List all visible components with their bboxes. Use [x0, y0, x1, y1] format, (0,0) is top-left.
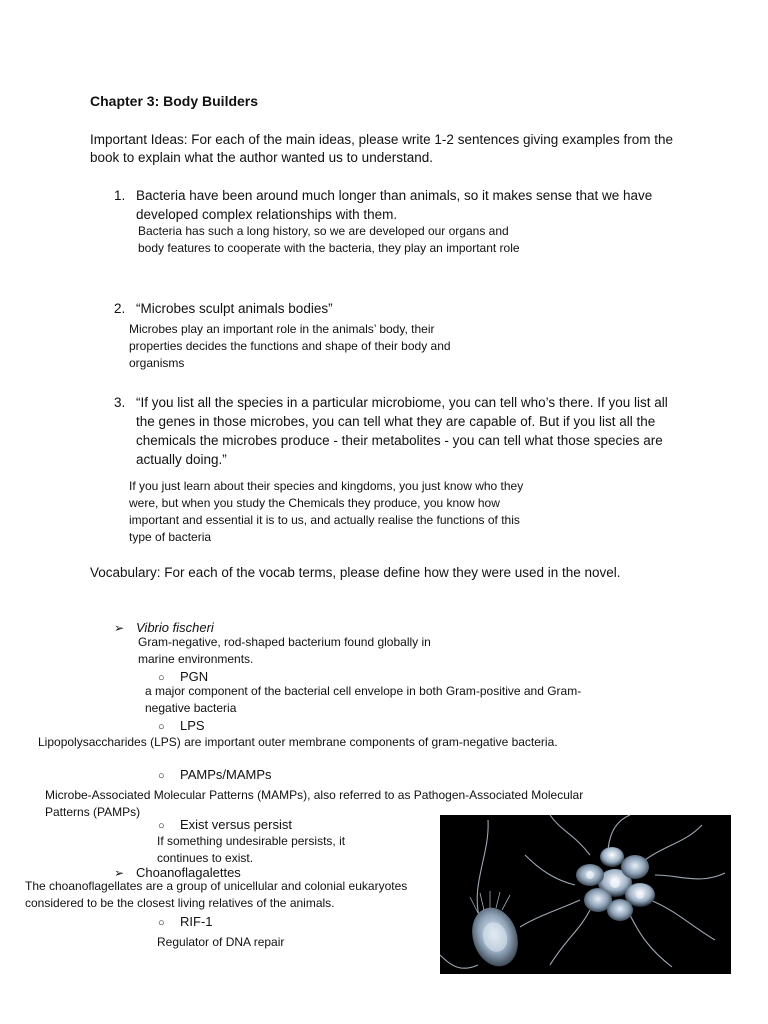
vocab-term-label: RIF-1: [180, 914, 213, 929]
vocab-term: [158, 718, 205, 735]
circle-bullet-icon: ○: [158, 770, 165, 782]
vocab-definition: Lipopolysaccharides (LPS) are important outer membrane components of gram-negative bacteria.: [38, 735, 558, 749]
vocab-term-label: LPS: [180, 718, 205, 733]
page-title: Chapter 3: Body Builders: [90, 93, 259, 109]
vocab-term: [158, 817, 292, 834]
idea-item: [114, 393, 684, 469]
vocab-term: [158, 767, 272, 784]
vocab-definition: The choanoflagellates are a group of unicellular and colonial eukaryotes considered to be the closest living relatives of the animals.: [25, 879, 408, 910]
vocab-definition: Regulator of DNA repair: [157, 935, 285, 949]
vocab-term-label: Vibrio fischeri: [136, 620, 214, 635]
vocab-term-label: PAMPs/MAMPs: [180, 767, 272, 782]
circle-bullet-icon: ○: [158, 820, 165, 832]
idea-text: Bacteria have been around much longer than animals, so it makes sense that we have developed complex relationships with them.: [136, 188, 653, 222]
idea-answer: Bacteria has such a long history, so we are developed our organs and body features to cooperate with the bacteria, they play an important role: [138, 224, 520, 255]
idea-item: [114, 299, 674, 318]
vocab-term-label: PGN: [180, 669, 209, 684]
vocab-definition: Gram-negative, rod-shaped bacterium found globally in marine environments.: [138, 635, 431, 666]
idea-number: 1.: [114, 188, 126, 203]
vocab-definition: Microbe-Associated Molecular Patterns (MAMPs), also referred to as Pathogen-Associated Molecular Patterns (PAMPs): [45, 788, 584, 819]
idea-text: “If you list all the species in a particular microbiome, you can tell who’s there. If you list all the genes in those microbes, you can tell what they are capable of. But if you list all the chemicals the microbes produce - their metabolites - you can tell what those species are actually doing.”: [136, 395, 668, 467]
arrow-bullet-icon: ➢: [114, 866, 125, 880]
vocabulary-prompt: Vocabulary: For each of the vocab terms, please define how they were used in the novel.: [90, 565, 621, 580]
important-ideas-prompt: Important Ideas: For each of the main ideas, please write 1-2 sentences giving examples from the book to explain what the author wanted us to understand.: [90, 132, 674, 165]
idea-answer: If you just learn about their species and kingdoms, you just know who they were, but when you study the Chemicals they produce, you know how important and essential it is to us, and actually realise the functions of this type of bacteria: [129, 479, 524, 544]
vocab-definition: a major component of the bacterial cell envelope in both Gram-positive and Gram-negative bacteria: [145, 684, 582, 715]
idea-item: [114, 186, 674, 224]
vocab-term-label: Exist versus persist: [180, 817, 292, 832]
idea-text: “Microbes sculpt animals bodies”: [136, 301, 333, 316]
choanoflagellate-photo: [440, 815, 731, 974]
idea-number: 3.: [114, 395, 126, 410]
vocab-term-label: Choanoflagalettes: [136, 865, 241, 880]
vocab-definition: If something undesirable persists, it continues to exist.: [157, 834, 346, 865]
arrow-bullet-icon: ➢: [114, 621, 125, 635]
idea-answer: Microbes play an important role in the animals’ body, their properties decides the functions and shape of their body and organisms: [129, 322, 451, 370]
circle-bullet-icon: ○: [158, 721, 165, 733]
circle-bullet-icon: ○: [158, 917, 165, 929]
idea-number: 2.: [114, 301, 126, 316]
vocab-term: [158, 914, 213, 931]
circle-bullet-icon: ○: [158, 672, 165, 684]
